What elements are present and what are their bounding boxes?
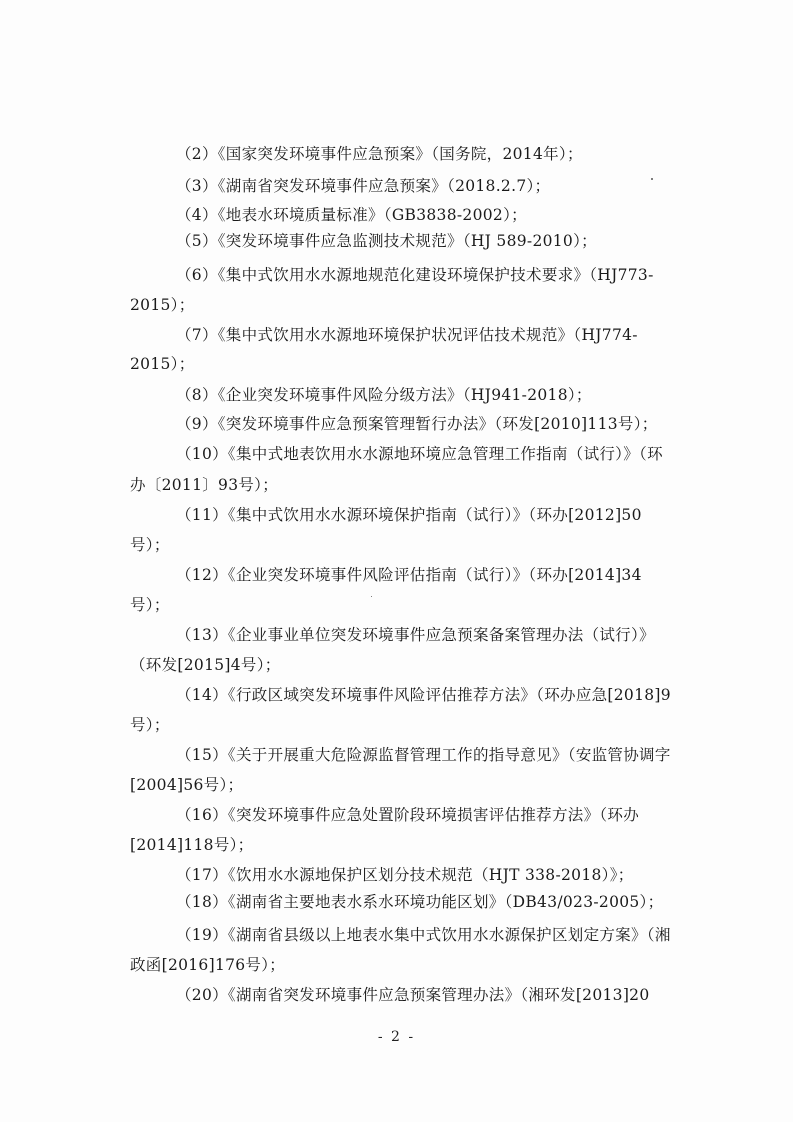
reference-item-19-continued: 政函[2016]176号）； <box>130 956 286 974</box>
reference-item-3: （3）《湖南省突发环境事件应急预案》（2018.2.7）； <box>176 177 551 195</box>
reference-item-12: （12）《企业突发环境事件风险评估指南（试行）》（环办[2014]34 <box>176 566 642 584</box>
reference-item-7-continued: 2015）； <box>130 355 195 373</box>
reference-item-6-continued: 2015）； <box>130 296 195 314</box>
reference-item-17: （17）《饮用水水源地保护区划分技术规范（HJT 338-2018）》； <box>176 866 634 884</box>
page-number: - 2 - <box>377 1029 416 1045</box>
reference-item-15: （15）《关于开展重大危险源监督管理工作的指导意见》（安监管协调字 <box>176 746 671 764</box>
reference-item-2: （2）《国家突发环境事件应急预案》（国务院，2014年）； <box>176 145 583 163</box>
reference-item-19: （19）《湖南省县级以上地表水集中式饮用水水源保护区划定方案》（湘 <box>176 926 671 944</box>
reference-item-11: （11）《集中式饮用水水源环境保护指南（试行）》（环办[2012]50 <box>176 506 642 524</box>
reference-item-10-continued: 办〔2011〕93号）； <box>130 476 279 494</box>
reference-item-14: （14）《行政区域突发环境事件风险评估推荐方法》（环办应急[2018]9 <box>176 686 671 704</box>
reference-item-15-continued: [2004]56号）； <box>130 776 244 794</box>
reference-item-13-continued: （环发[2015]4号）； <box>130 656 281 674</box>
reference-item-10: （10）《集中式地表饮用水水源地环境应急管理工作指南（试行）》（环 <box>176 445 663 463</box>
reference-item-9: （9）《突发环境事件应急预案管理暂行办法》（环发[2010]113号）； <box>176 415 658 433</box>
reference-item-12-continued: 号）； <box>130 596 170 614</box>
reference-item-13: （13）《企业事业单位突发环境事件应急预案备案管理办法（试行）》 <box>176 626 655 644</box>
reference-item-20: （20）《湖南省突发环境事件应急预案管理办法》（湘环发[2013]20 <box>176 986 650 1004</box>
scan-speck <box>371 596 372 597</box>
reference-item-5: （5）《突发环境事件应急监测技术规范》（HJ 589-2010）； <box>176 232 597 250</box>
reference-item-7: （7）《集中式饮用水水源地环境保护状况评估技术规范》（HJ774- <box>176 326 638 344</box>
reference-item-4: （4）《地表水环境质量标准》（GB3838-2002）； <box>176 206 527 224</box>
reference-item-6: （6）《集中式饮用水水源地规范化建设环境保护技术要求》（HJ773- <box>176 266 654 284</box>
reference-item-11-continued: 号）； <box>130 536 170 554</box>
reference-item-8: （8）《企业突发环境事件风险分级方法》（HJ941-2018）； <box>176 386 592 404</box>
reference-item-16: （16）《突发环境事件应急处置阶段环境损害评估推荐方法》（环办 <box>176 806 640 824</box>
scan-speck <box>651 178 653 180</box>
reference-item-18: （18）《湖南省主要地表水系水环境功能区划》（DB43/023-2005）； <box>176 893 664 911</box>
reference-item-14-continued: 号）； <box>130 716 170 734</box>
reference-item-16-continued: [2014]118号）； <box>130 836 254 854</box>
